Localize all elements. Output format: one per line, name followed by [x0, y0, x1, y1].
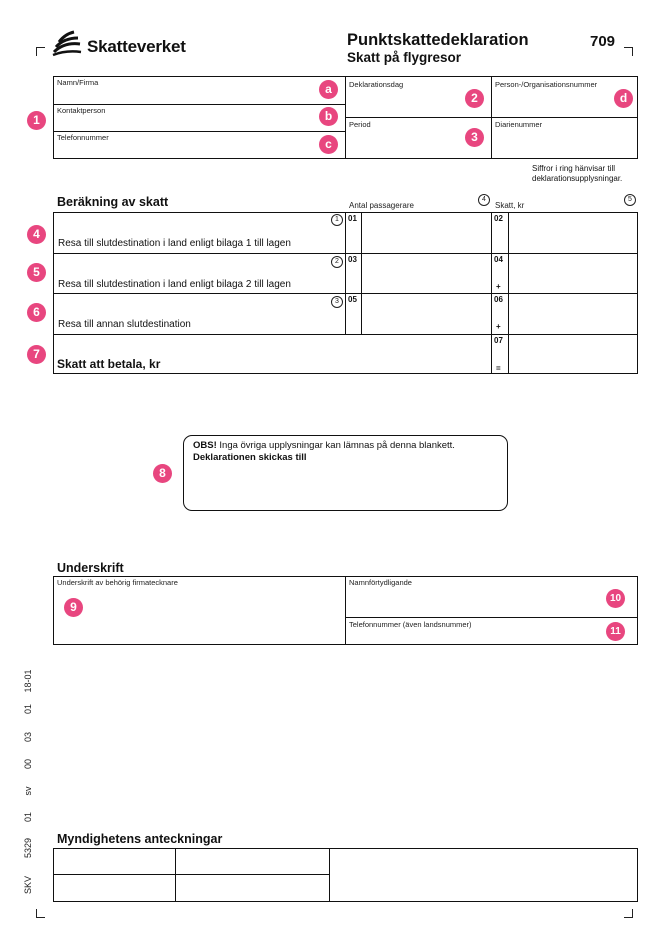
- marker-3: 3: [465, 128, 484, 147]
- marker-8: 8: [153, 464, 172, 483]
- side-code-part: 00: [23, 759, 33, 770]
- ring-note: Siffror i ring hänvisar till deklarationsupplysningar.: [532, 164, 623, 183]
- row-sign: +: [496, 322, 501, 331]
- row-code-left: 01: [348, 214, 357, 223]
- declaration-day-label: Deklarationsdag: [349, 80, 404, 89]
- total-sign: =: [496, 364, 501, 373]
- diary-number-label: Diarienummer: [495, 120, 543, 129]
- passengers-ring-4: 4: [478, 194, 490, 206]
- notes-cell[interactable]: [330, 849, 637, 901]
- contact-field-label: Kontaktperson: [57, 106, 106, 115]
- corner-mark-bottom-left: [36, 909, 45, 918]
- row-code-right: 06: [494, 295, 503, 304]
- name-clarification-field[interactable]: [346, 586, 637, 616]
- row-text: Resa till slutdestination i land enligt bilaga 2 till lagen: [58, 279, 291, 290]
- row-code-right: 02: [494, 214, 503, 223]
- row-ring: 3: [331, 296, 343, 308]
- obs-box: [183, 435, 508, 511]
- marker-d: d: [614, 89, 633, 108]
- row-text: Resa till slutdestination i land enligt bilaga 1 till lagen: [58, 238, 291, 249]
- logo-text: Skatteverket: [87, 37, 186, 56]
- row-code-left: 05: [348, 295, 357, 304]
- notes-cell[interactable]: [176, 875, 328, 901]
- passengers-input[interactable]: [362, 213, 490, 252]
- corner-mark-bottom-right: [624, 909, 633, 918]
- form-number: 709: [590, 33, 616, 50]
- marker-6: 6: [27, 303, 46, 322]
- side-code-part: 03: [23, 732, 33, 743]
- passengers-column-label: Antal passagerare: [349, 201, 414, 210]
- side-code-part: SKV: [23, 876, 33, 895]
- org-number-label: Person-/Organisationsnummer: [495, 80, 598, 89]
- corner-mark-top-right: [624, 47, 633, 56]
- name-field[interactable]: [54, 86, 344, 103]
- row-code-left: 03: [348, 255, 357, 264]
- skatteverket-logo-icon: [50, 28, 84, 58]
- row-code-right: 04: [494, 255, 503, 264]
- tax-input[interactable]: [509, 294, 637, 333]
- marker-10: 10: [606, 589, 625, 608]
- tax-input[interactable]: [509, 254, 637, 292]
- notes-cell[interactable]: [176, 849, 328, 873]
- marker-5: 5: [27, 263, 46, 282]
- obs-text: Inga övriga upplysningar kan lämnas på denna blankett.: [219, 440, 455, 451]
- total-code: 07: [494, 336, 503, 345]
- signature-field[interactable]: [54, 586, 344, 644]
- row-sign: +: [496, 282, 501, 291]
- marker-b: b: [319, 107, 338, 126]
- obs-bold: OBS!: [193, 440, 217, 451]
- marker-4: 4: [27, 225, 46, 244]
- signature-phone-label: Telefonnummer (även landsnummer): [349, 620, 472, 629]
- obs-line2: Deklarationen skickas till: [193, 452, 307, 463]
- corner-mark-top-left: [36, 47, 45, 56]
- row-ring: 2: [331, 256, 343, 268]
- name-field-label: Namn/Firma: [57, 78, 99, 87]
- passengers-input[interactable]: [362, 254, 490, 292]
- tax-input[interactable]: [509, 213, 637, 252]
- side-code-part: 5329: [23, 837, 33, 859]
- notes-heading: Myndighetens anteckningar: [57, 832, 223, 846]
- side-code-part: sv: [23, 786, 33, 796]
- tax-ring-5: 5: [624, 194, 636, 206]
- marker-c: c: [319, 135, 338, 154]
- signature-heading: Underskrift: [57, 561, 124, 575]
- notes-cell[interactable]: [54, 875, 174, 901]
- marker-1: 1: [27, 111, 46, 130]
- phone-field-label: Telefonnummer: [57, 133, 109, 142]
- marker-2: 2: [465, 89, 484, 108]
- passengers-input[interactable]: [362, 294, 490, 333]
- marker-9: 9: [64, 598, 83, 617]
- signature-phone-field[interactable]: [346, 628, 637, 644]
- row-text: Resa till annan slutdestination: [58, 319, 191, 330]
- marker-11: 11: [606, 622, 625, 641]
- signature-label: Underskrift av behörig firmatecknare: [57, 578, 178, 587]
- name-clarification-label: Namnförtydligande: [349, 578, 412, 587]
- notes-cell[interactable]: [54, 849, 174, 873]
- total-tax-input[interactable]: [509, 335, 637, 373]
- side-code-part: 01: [23, 812, 33, 823]
- tax-column-label: Skatt, kr: [495, 201, 525, 210]
- side-code-part: 18-01: [23, 669, 33, 693]
- logo: [50, 28, 200, 60]
- page-title: Punktskattedeklaration: [347, 31, 529, 49]
- total-label: Skatt att betala, kr: [57, 357, 161, 371]
- contact-field[interactable]: [54, 114, 344, 130]
- marker-a: a: [319, 80, 338, 99]
- period-label: Period: [349, 120, 371, 129]
- row-ring: 1: [331, 214, 343, 226]
- marker-7: 7: [27, 345, 46, 364]
- page-subtitle: Skatt på flygresor: [347, 50, 462, 65]
- phone-field[interactable]: [54, 141, 344, 158]
- side-code-part: 01: [23, 704, 33, 715]
- calc-heading: Beräkning av skatt: [57, 195, 169, 209]
- diary-number-field[interactable]: [492, 128, 637, 158]
